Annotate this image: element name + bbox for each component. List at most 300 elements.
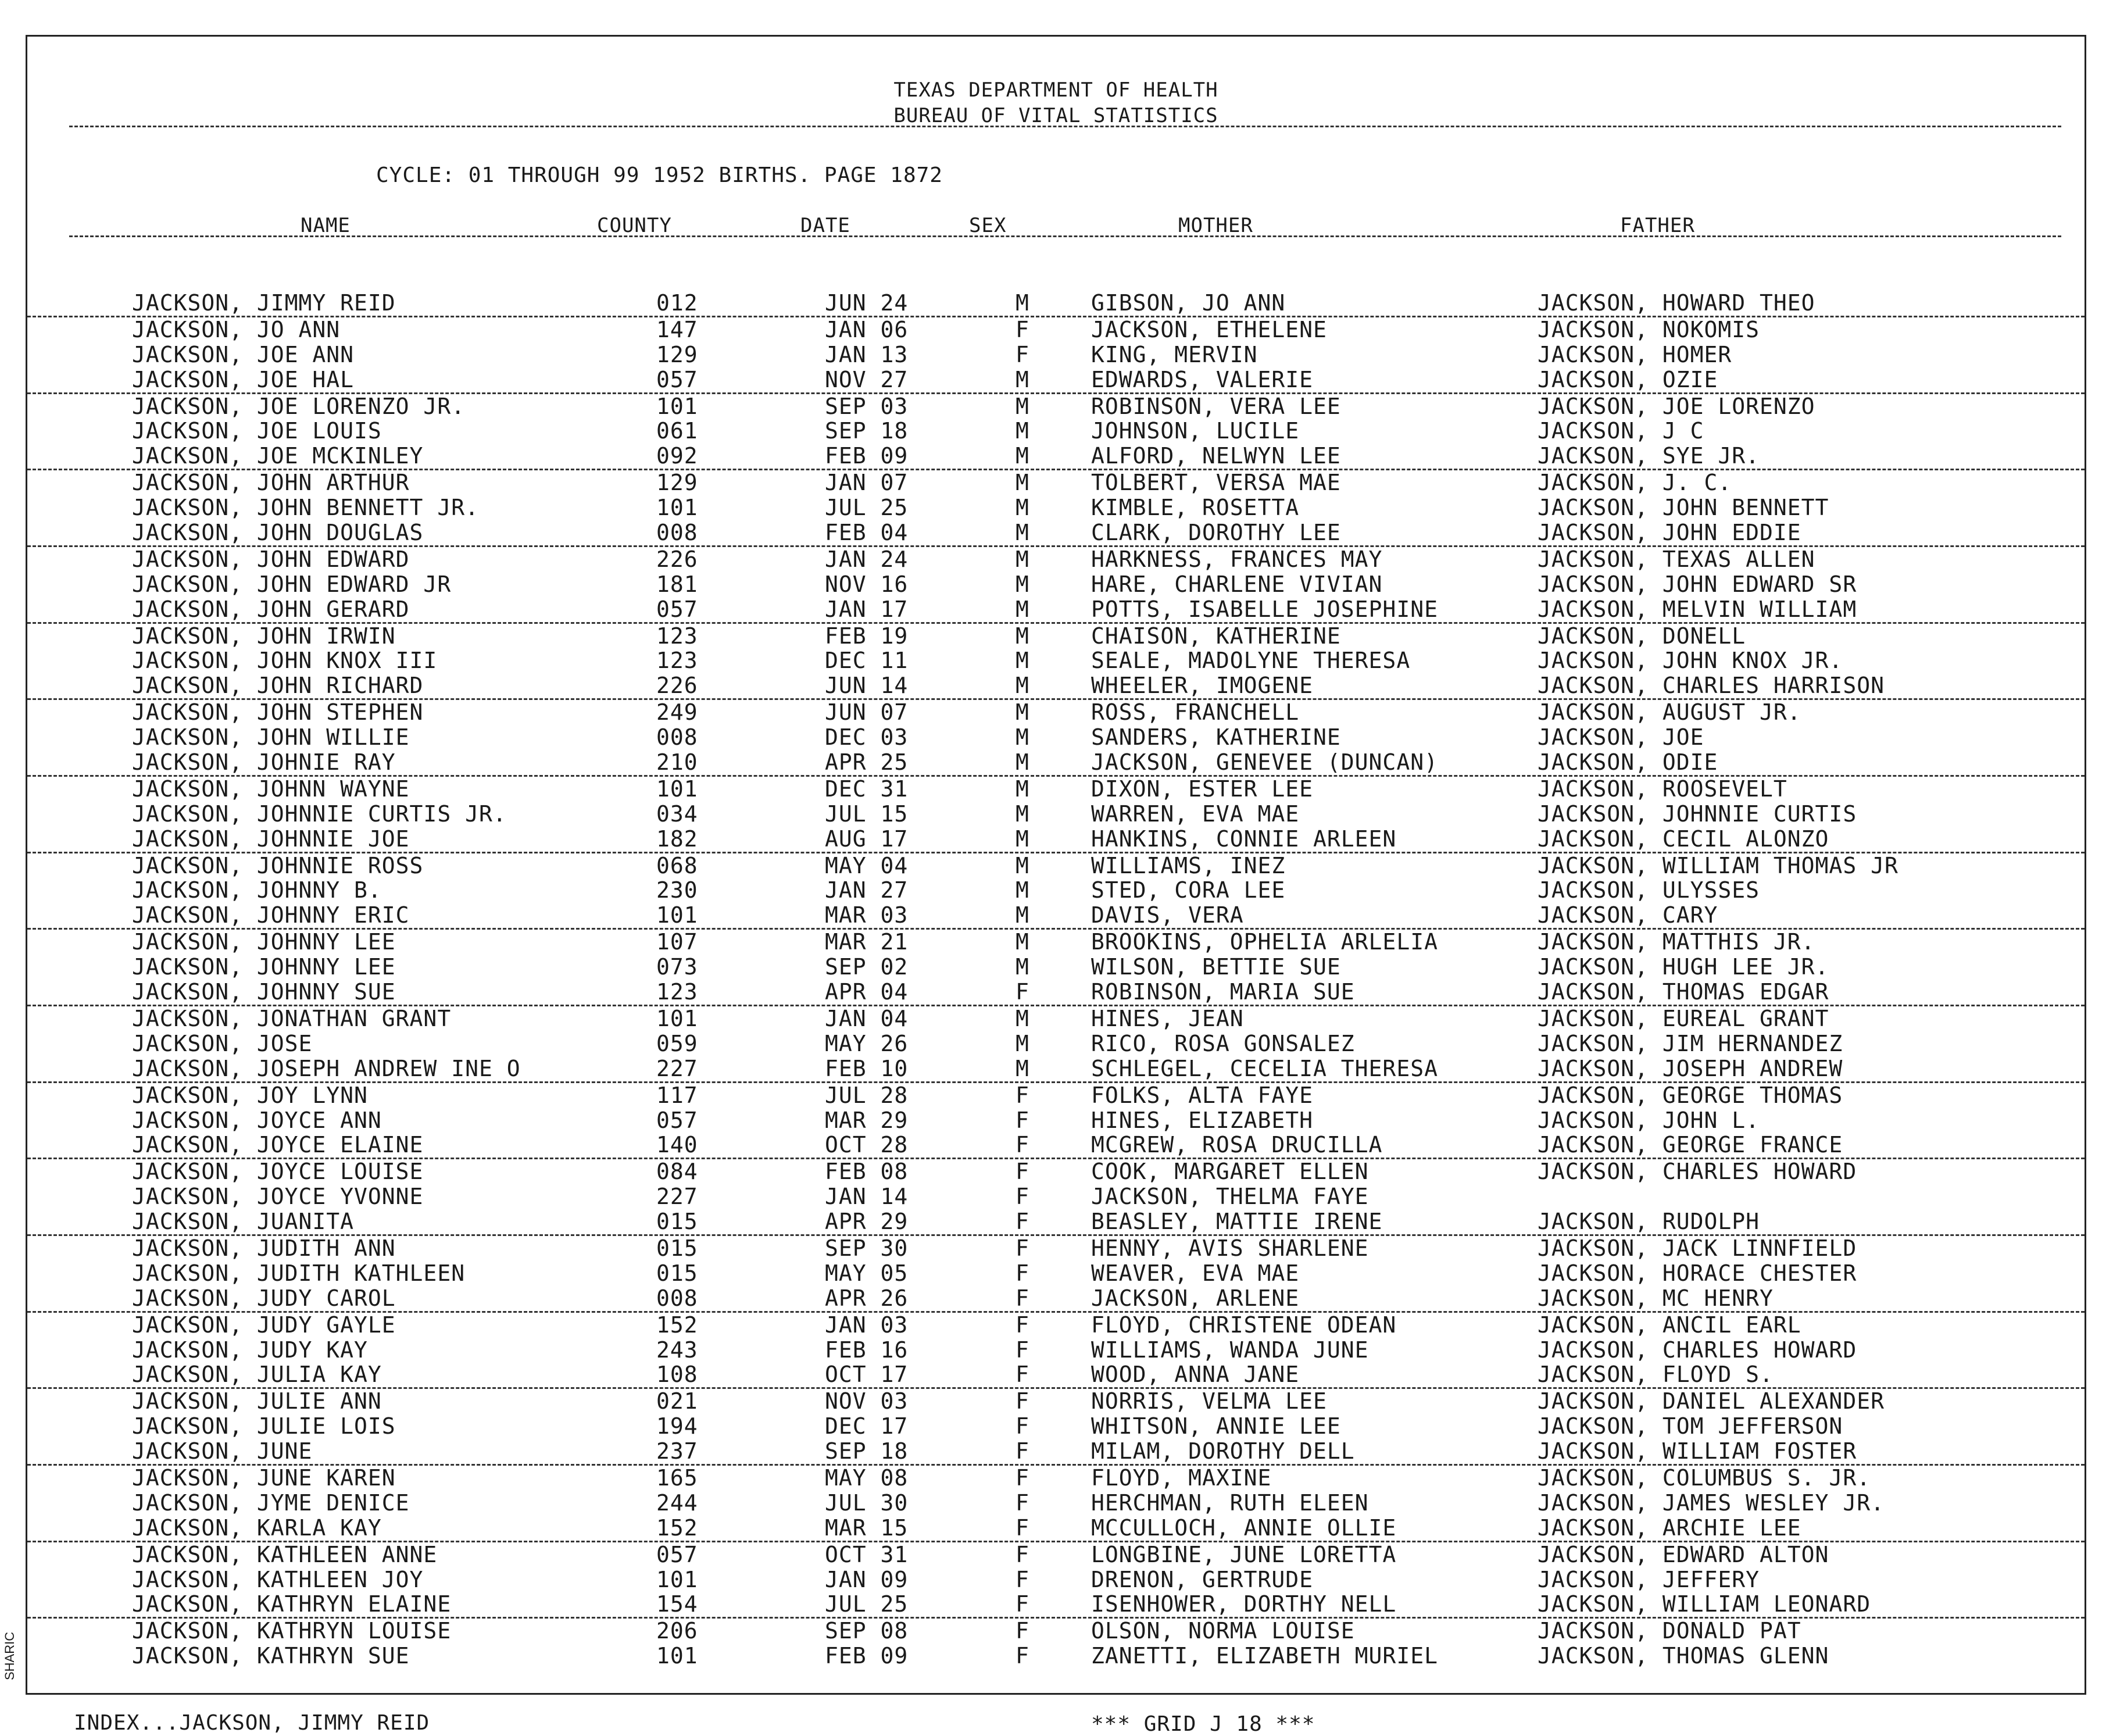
table-row [27,1108,2085,1133]
cell-date: JAN 04 [825,1005,909,1031]
cell-name: JACKSON, JOE MCKINLEY [132,443,424,469]
cell-date: JAN 17 [825,596,909,622]
cell-county: 152 [656,1312,698,1338]
cell-date: FEB 09 [825,1643,909,1669]
cell-sex: M [1016,699,1029,726]
cell-sex: M [1016,418,1029,444]
table-row [27,1542,2085,1567]
table-row [27,1338,2085,1363]
table-row [27,394,2085,419]
cell-county: 227 [656,1055,698,1081]
cell-name: JACKSON, KATHLEEN ANNE [132,1541,438,1567]
cell-father: JACKSON, THOMAS GLENN [1538,1643,1829,1669]
cell-father: JACKSON, OZIE [1538,366,1718,392]
cell-mother: WILLIAMS, INEZ [1091,852,1286,878]
cell-date: OCT 17 [825,1362,909,1388]
cell-father: JACKSON, DONELL [1538,623,1746,649]
cell-date: FEB 10 [825,1055,909,1081]
cell-name: JACKSON, KATHRYN LOUISE [132,1618,452,1644]
cell-name: JACKSON, JOHN RICHARD [132,673,424,699]
table-row [27,1414,2085,1439]
cell-mother: SCHLEGEL, CECELIA THERESA [1091,1055,1438,1081]
column-header-mother: MOTHER [1178,214,1253,237]
cell-name: JACKSON, JOHNNY SUE [132,979,396,1005]
cell-mother: EDWARDS, VALERIE [1091,366,1314,392]
cell-date: JUN 24 [825,290,909,316]
cell-father: JACKSON, RUDOLPH [1538,1209,1760,1235]
cell-mother: JACKSON, GENEVEE (DUNCAN) [1091,749,1438,776]
cell-county: 084 [656,1159,698,1185]
cell-name: JACKSON, JOYCE YVONNE [132,1184,424,1210]
cell-date: JAN 07 [825,470,909,496]
table-row [27,1133,2085,1159]
cell-mother: NORRIS, VELMA LEE [1091,1388,1327,1414]
cell-father: JACKSON, JIM HERNANDEZ [1538,1030,1843,1056]
cell-mother: GIBSON, JO ANN [1091,290,1286,316]
cell-mother: HARKNESS, FRANCES MAY [1091,546,1383,572]
cell-mother: HERCHMAN, RUTH ELEEN [1091,1489,1369,1516]
cell-county: 147 [656,316,698,342]
cell-name: JACKSON, JUANITA [132,1209,355,1235]
cell-county: 226 [656,673,698,699]
cell-county: 243 [656,1337,698,1363]
cell-name: JACKSON, JOHN EDWARD [132,546,410,572]
cell-father: JACKSON, JOHN EDDIE [1538,520,1801,546]
cell-name: JACKSON, JOE HAL [132,366,355,392]
cell-father: JACKSON, HUGH LEE JR. [1538,954,1829,980]
cell-father: JACKSON, TOM JEFFERSON [1538,1413,1843,1439]
cell-date: JAN 24 [825,546,909,572]
table-row [27,470,2085,495]
cell-county: 237 [656,1438,698,1464]
cell-date: JUL 28 [825,1082,909,1108]
cell-father: JACKSON, DANIEL ALEXANDER [1538,1388,1885,1414]
cell-sex: F [1016,1107,1029,1133]
cell-date: JAN 14 [825,1184,909,1210]
cell-father: JACKSON, GEORGE FRANCE [1538,1132,1843,1158]
cell-name: JACKSON, JOHNNIE ROSS [132,852,424,878]
table-row [27,1389,2085,1414]
table-row [27,1006,2085,1031]
table-row [27,317,2085,342]
cell-sex: F [1016,1209,1029,1235]
cell-sex: M [1016,826,1029,852]
cell-mother: ZANETTI, ELIZABETH MURIEL [1091,1643,1438,1669]
cell-sex: M [1016,596,1029,622]
cell-sex: F [1016,341,1029,367]
cell-mother: SANDERS, KATHERINE [1091,724,1341,751]
cell-date: APR 26 [825,1285,909,1311]
cell-county: 012 [656,290,698,316]
cell-sex: F [1016,1285,1029,1311]
cell-date: NOV 03 [825,1388,909,1414]
cell-sex: M [1016,1030,1029,1056]
table-row [27,955,2085,980]
table-row [27,1286,2085,1313]
cell-date: FEB 04 [825,520,909,546]
cell-sex: F [1016,1337,1029,1363]
cell-father: JACKSON, JOHN L. [1538,1107,1760,1133]
cell-date: FEB 19 [825,623,909,649]
cell-sex: M [1016,623,1029,649]
cell-date: JAN 13 [825,341,909,367]
cell-mother: JACKSON, ETHELENE [1091,316,1327,342]
cell-sex: F [1016,1489,1029,1516]
cycle-line: CYCLE: 01 THROUGH 99 1952 BIRTHS. PAGE 1872 [376,163,943,187]
cell-date: JUL 15 [825,801,909,827]
cell-mother: ALFORD, NELWYN LEE [1091,443,1341,469]
cell-date: MAY 08 [825,1464,909,1491]
cell-county: 068 [656,852,698,878]
cell-father: JACKSON, ODIE [1538,749,1718,776]
cell-county: 101 [656,1566,698,1592]
cell-date: FEB 08 [825,1159,909,1185]
cell-father: JACKSON, J C [1538,418,1704,444]
table-row [27,597,2085,624]
cell-date: NOV 27 [825,366,909,392]
cell-name: JACKSON, JULIE LOIS [132,1413,396,1439]
cell-county: 101 [656,495,698,521]
cell-date: JUN 07 [825,699,909,726]
cell-name: JACKSON, JUDITH ANN [132,1235,396,1261]
cell-date: JAN 09 [825,1566,909,1592]
cell-sex: M [1016,929,1029,955]
cell-sex: M [1016,648,1029,674]
cell-mother: DIXON, ESTER LEE [1091,776,1314,802]
cell-name: JACKSON, JONATHAN GRANT [132,1005,452,1031]
cell-date: MAY 26 [825,1030,909,1056]
cell-date: MAR 15 [825,1514,909,1541]
table-row [27,1567,2085,1592]
cell-mother: FLOYD, MAXINE [1091,1464,1272,1491]
cell-county: 123 [656,648,698,674]
cell-mother: HENNY, AVIS SHARLENE [1091,1235,1369,1261]
cell-name: JACKSON, JUDITH KATHLEEN [132,1260,466,1286]
cell-father: JACKSON, MELVIN WILLIAM [1538,596,1857,622]
table-row [27,930,2085,955]
table-row [27,648,2085,673]
cell-sex: F [1016,1362,1029,1388]
cell-county: 015 [656,1260,698,1286]
cell-date: SEP 30 [825,1235,909,1261]
cell-sex: M [1016,801,1029,827]
table-row [27,624,2085,649]
cell-name: JACKSON, JOE ANN [132,341,355,367]
table-row [27,1466,2085,1491]
cell-father: JACKSON, TEXAS ALLEN [1538,546,1815,572]
cell-mother: MCCULLOCH, ANNIE OLLIE [1091,1514,1397,1541]
header-rule [69,126,2061,127]
cell-father: JACKSON, ANCIL EARL [1538,1312,1801,1338]
cell-name: JACKSON, JOSEPH ANDREW INE O [132,1055,521,1081]
cell-mother: JOHNSON, LUCILE [1091,418,1300,444]
cell-name: JACKSON, JOE LORENZO JR. [132,393,466,419]
cell-sex: F [1016,1643,1029,1669]
cell-date: MAY 05 [825,1260,909,1286]
cell-mother: HANKINS, CONNIE ARLEEN [1091,826,1397,852]
cell-county: 008 [656,724,698,751]
table-row [27,1261,2085,1286]
cell-date: MAY 04 [825,852,909,878]
cell-county: 015 [656,1235,698,1261]
cell-mother: KIMBLE, ROSETTA [1091,495,1300,521]
cell-father: JACKSON, WILLIAM LEONARD [1538,1591,1871,1617]
cell-father: JACKSON, EUREAL GRANT [1538,1005,1829,1031]
cell-name: JACKSON, JOHNNY LEE [132,929,396,955]
table-row [27,878,2085,903]
cell-name: JACKSON, JUDY GAYLE [132,1312,396,1338]
cell-name: JACKSON, JUNE KAREN [132,1464,396,1491]
cell-county: 057 [656,596,698,622]
table-row [27,777,2085,802]
cell-mother: ROBINSON, VERA LEE [1091,393,1341,419]
cell-date: JUL 30 [825,1489,909,1516]
cell-father: JACKSON, NOKOMIS [1538,316,1760,342]
cell-date: SEP 02 [825,954,909,980]
cell-county: 101 [656,1643,698,1669]
table-row [27,700,2085,725]
table-row [27,367,2085,394]
table-row [27,572,2085,597]
cell-name: JACKSON, JOHN BENNETT JR. [132,495,479,521]
cell-mother: MCGREW, ROSA DRUCILLA [1091,1132,1383,1158]
cell-mother: CLARK, DOROTHY LEE [1091,520,1341,546]
cell-name: JACKSON, KATHRYN ELAINE [132,1591,452,1617]
cell-mother: STED, CORA LEE [1091,877,1286,903]
cell-date: APR 25 [825,749,909,776]
cell-father: JACKSON, COLUMBUS S. JR. [1538,1464,1871,1491]
cell-sex: F [1016,1591,1029,1617]
cell-name: JACKSON, JOHN GERARD [132,596,410,622]
cell-name: JACKSON, JOHN WILLIE [132,724,410,751]
cell-name: JACKSON, JUDY KAY [132,1337,368,1363]
cell-date: APR 29 [825,1209,909,1235]
table-row [27,444,2085,470]
cell-date: APR 04 [825,979,909,1005]
cell-name: JACKSON, JOHN EDWARD JR [132,571,452,597]
cell-county: 057 [656,366,698,392]
document-frame [26,35,2086,1736]
cell-father: JACKSON, ROOSEVELT [1538,776,1787,802]
cell-date: DEC 03 [825,724,909,751]
cell-father: JACKSON, CECIL ALONZO [1538,826,1829,852]
cell-name: JACKSON, JOHN KNOX III [132,648,438,674]
cell-father: JACKSON, JEFFERY [1538,1566,1760,1592]
cell-mother: WARREN, EVA MAE [1091,801,1300,827]
cell-date: NOV 16 [825,571,909,597]
cell-name: JACKSON, JOHN IRWIN [132,623,396,649]
cell-county: 108 [656,1362,698,1388]
cell-mother: BROOKINS, OPHELIA ARLELIA [1091,929,1438,955]
cell-mother: POTTS, ISABELLE JOSEPHINE [1091,596,1438,622]
cell-father: JACKSON, JOE [1538,724,1704,751]
cell-sex: F [1016,1566,1029,1592]
cell-sex: F [1016,1388,1029,1414]
cell-mother: ROBINSON, MARIA SUE [1091,979,1355,1005]
cell-father: JACKSON, JOSEPH ANDREW [1538,1055,1843,1081]
cell-father: JACKSON, JOHN BENNETT [1538,495,1829,521]
cell-father: JACKSON, CHARLES HOWARD [1538,1159,1857,1185]
cell-father: JACKSON, EDWARD ALTON [1538,1541,1829,1567]
cell-mother: SEALE, MADOLYNE THERESA [1091,648,1411,674]
table-row [27,903,2085,930]
table-row [27,1313,2085,1338]
cell-county: 154 [656,1591,698,1617]
table-row [27,725,2085,750]
cell-sex: M [1016,443,1029,469]
cell-county: 227 [656,1184,698,1210]
cell-father: JACKSON, JOHN KNOX JR. [1538,648,1843,674]
table-row [27,520,2085,547]
cell-name: JACKSON, JOHNNIE JOE [132,826,410,852]
table-row [27,1619,2085,1644]
cell-name: JACKSON, JOHNNY B. [132,877,382,903]
cell-mother: OLSON, NORMA LOUISE [1091,1618,1355,1644]
table-row [27,419,2085,444]
cell-sex: M [1016,393,1029,419]
cell-sex: M [1016,852,1029,878]
cell-date: DEC 11 [825,648,909,674]
cell-mother: WHITSON, ANNIE LEE [1091,1413,1341,1439]
table-row [27,1644,2085,1669]
records-table [27,291,2085,1669]
cell-county: 021 [656,1388,698,1414]
cell-mother: MILAM, DOROTHY DELL [1091,1438,1355,1464]
cell-sex: M [1016,776,1029,802]
cell-mother: WEAVER, EVA MAE [1091,1260,1300,1286]
side-mark: SHARIC [2,1631,17,1680]
cell-mother: CHAISON, KATHERINE [1091,623,1341,649]
cell-county: 206 [656,1618,698,1644]
table-row [27,980,2085,1006]
cell-name: JACKSON, JIMMY REID [132,290,396,316]
cell-mother: WHEELER, IMOGENE [1091,673,1314,699]
cell-county: 230 [656,877,698,903]
cell-mother: LONGBINE, JUNE LORETTA [1091,1541,1397,1567]
cell-sex: F [1016,1618,1029,1644]
cell-county: 129 [656,341,698,367]
cell-name: JACKSON, JOE LOUIS [132,418,382,444]
cell-sex: F [1016,1082,1029,1108]
cell-county: 165 [656,1464,698,1491]
cell-sex: M [1016,546,1029,572]
cell-sex: F [1016,1438,1029,1464]
cell-sex: M [1016,954,1029,980]
cell-father: JACKSON, THOMAS EDGAR [1538,979,1829,1005]
column-header-county: COUNTY [597,214,672,237]
cell-county: 249 [656,699,698,726]
column-header-father: FATHER [1620,214,1695,237]
table-row [27,495,2085,520]
table-row [27,1592,2085,1619]
cell-mother: DAVIS, VERA [1091,902,1244,928]
cell-mother: DRENON, GERTRUDE [1091,1566,1314,1592]
cell-sex: M [1016,1005,1029,1031]
cell-county: 034 [656,801,698,827]
table-row [27,1439,2085,1466]
cell-sex: F [1016,1514,1029,1541]
cell-mother: WOOD, ANNA JANE [1091,1362,1300,1388]
cell-mother: KING, MERVIN [1091,341,1258,367]
cell-sex: M [1016,366,1029,392]
table-row [27,1031,2085,1056]
cell-name: JACKSON, JOHNN WAYNE [132,776,410,802]
cell-father: JACKSON, SYE JR. [1538,443,1760,469]
cell-date: FEB 09 [825,443,909,469]
cell-county: 101 [656,776,698,802]
cell-county: 210 [656,749,698,776]
cell-date: JUN 14 [825,673,909,699]
cell-father: JACKSON, WILLIAM THOMAS JR [1538,852,1899,878]
table-row [27,547,2085,572]
cell-date: SEP 08 [825,1618,909,1644]
cell-mother: HINES, JEAN [1091,1005,1244,1031]
cell-date: FEB 16 [825,1337,909,1363]
cell-date: DEC 31 [825,776,909,802]
cell-county: 057 [656,1107,698,1133]
cell-county: 008 [656,520,698,546]
cell-sex: F [1016,1159,1029,1185]
table-row [27,750,2085,777]
cell-sex: F [1016,1541,1029,1567]
cell-sex: F [1016,1312,1029,1338]
cell-county: 194 [656,1413,698,1439]
cell-mother: ISENHOWER, DORTHY NELL [1091,1591,1397,1617]
cell-date: DEC 17 [825,1413,909,1439]
cell-name: JACKSON, KATHRYN SUE [132,1643,410,1669]
cell-county: 123 [656,979,698,1005]
cell-date: JAN 06 [825,316,909,342]
table-row [27,342,2085,367]
cell-date: OCT 31 [825,1541,909,1567]
cell-name: JACKSON, JOYCE ANN [132,1107,382,1133]
column-header-sex: SEX [969,214,1007,237]
cell-county: 182 [656,826,698,852]
cell-father: JACKSON, MC HENRY [1538,1285,1774,1311]
cell-name: JACKSON, JOHNNY ERIC [132,902,410,928]
cell-date: JUL 25 [825,495,909,521]
cell-name: JACKSON, KATHLEEN JOY [132,1566,424,1592]
cell-father: JACKSON, JACK LINNFIELD [1538,1235,1857,1261]
cell-county: 244 [656,1489,698,1516]
cell-county: 181 [656,571,698,597]
cell-county: 140 [656,1132,698,1158]
cell-county: 107 [656,929,698,955]
cell-sex: F [1016,1464,1029,1491]
cell-sex: F [1016,1184,1029,1210]
cell-sex: M [1016,571,1029,597]
cell-date: OCT 28 [825,1132,909,1158]
cell-date: AUG 17 [825,826,909,852]
table-row [27,1056,2085,1083]
cell-father: JACKSON, ULYSSES [1538,877,1760,903]
cell-mother: WILLIAMS, WANDA JUNE [1091,1337,1369,1363]
cell-mother: RICO, ROSA GONSALEZ [1091,1030,1355,1056]
cell-sex: F [1016,316,1029,342]
cell-father: JACKSON, JOE LORENZO [1538,393,1815,419]
cell-sex: F [1016,1132,1029,1158]
cell-date: MAR 21 [825,929,909,955]
cell-name: JACKSON, JO ANN [132,316,341,342]
cell-name: JACKSON, JOHN ARTHUR [132,470,410,496]
cell-name: JACKSON, JUNE [132,1438,313,1464]
table-row [27,1362,2085,1389]
cell-name: JACKSON, JOY LYNN [132,1082,368,1108]
cell-mother: JACKSON, ARLENE [1091,1285,1300,1311]
cell-name: JACKSON, JOHN DOUGLAS [132,520,424,546]
cell-county: 101 [656,1005,698,1031]
cell-mother: HARE, CHARLENE VIVIAN [1091,571,1383,597]
